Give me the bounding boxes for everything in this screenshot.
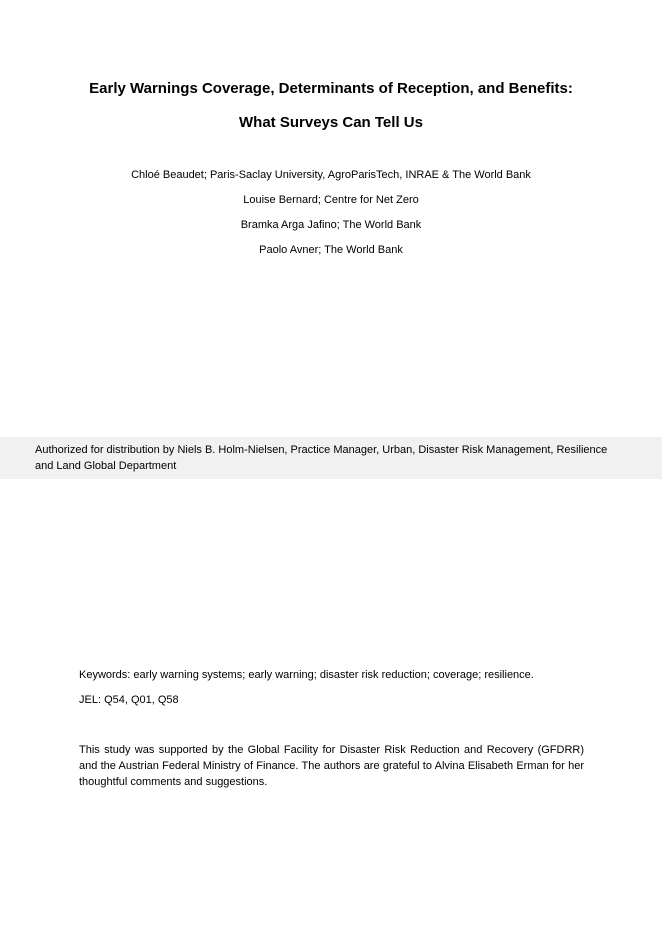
author-1: Chloé Beaudet; Paris-Saclay University, AgroParisTech, INRAE & The World Bank	[131, 169, 531, 181]
author-3: Bramka Arga Jafino; The World Bank	[240, 219, 422, 231]
paper-title-line-2: What Surveys Can Tell Us	[239, 114, 423, 131]
paper-title-line-1: Early Warnings Coverage, Determinants of Reception, and Benefits:	[89, 80, 573, 97]
acknowledgement: This study was supported by the Global Facility for Disaster Risk Reduction and Recovery (GFDRR) and the Austrian Federal Ministry of Finance. The authors are grateful to Alvina Elisabeth Erman for her thoughtful comments and suggestions.	[79, 744, 584, 788]
author-2: Louise Bernard; Centre for Net Zero	[243, 194, 419, 206]
author-4: Paolo Avner; The World Bank	[259, 244, 403, 256]
authorization-statement: Authorized for distribution by Niels B. Holm-Nielsen, Practice Manager, Urban, Disaster Risk Management, Resilience and Land Global Department	[35, 444, 608, 472]
keywords: Keywords: early warning systems; early warning; disaster risk reduction; coverage; resilience.	[79, 669, 534, 681]
authorization-band	[0, 437, 662, 479]
jel-codes: JEL: Q54, Q01, Q58	[79, 694, 179, 706]
